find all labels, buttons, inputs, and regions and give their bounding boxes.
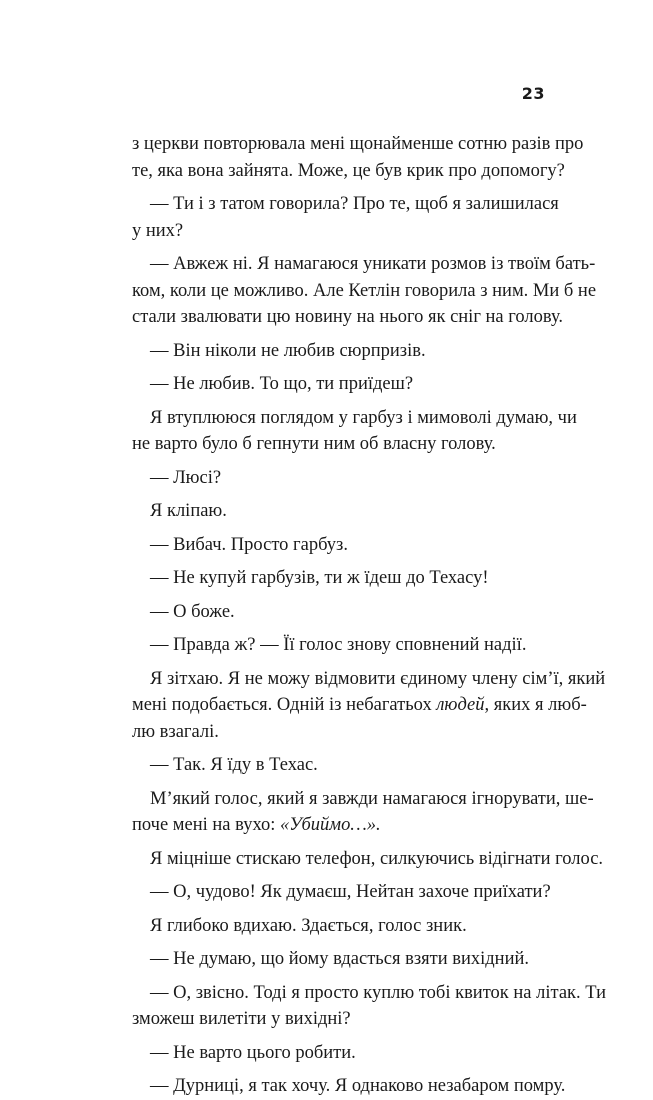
text-line: — Вибач. Просто гарбуз. [150,534,348,555]
text-line: Я міцніше стискаю телефон, силкуючись відігнати голос. [150,848,604,869]
text-line: ком, коли це можливо. Але Кетлін говорила з ним. Ми б не [132,280,597,301]
text-line: мені подобається. Одній із небагатьох людей, яких я люб- [132,695,587,715]
page-number: 23 [521,84,545,103]
text-line: з церкви повторювала мені щонайменше сотню разів про [132,134,584,154]
emphasis: «Убиймо…». [280,815,381,835]
text-line: — О, чудово! Як думаєш, Нейтан захоче приїхати? [150,882,551,902]
text-line: Я втуплююся поглядом у гарбуз і мимоволі думаю, чи [150,407,577,428]
text-line: — Дурниці, я так хочу. Я однаково незабаром помру. [150,1076,566,1096]
text-line: — Авжеж ні. Я намагаюся уникати розмов із твоїм бать- [150,254,596,274]
text-line: — Не любив. То що, ти приїдеш? [150,374,414,394]
emphasis: людей [436,695,485,715]
text-line: — Не купуй гарбузів, ти ж їдеш до Техасу! [150,568,489,588]
text-line: — Не варто цього робити. [150,1042,356,1063]
text-line: зможеш вилетіти у вихідні? [132,1009,351,1029]
text-line: стали звалювати цю новину на нього як сніг на голову. [132,307,564,327]
text-line: — О боже. [150,601,235,622]
text-line: не варто було б гепнути ним об власну голову. [132,434,496,454]
text-line: Я глибоко вдихаю. Здається, голос зник. [150,915,467,936]
text-line: те, яка вона зайнята. Може, це був крик про допомогу? [132,160,565,181]
book-text [132,131,607,1100]
text-line: Я кліпаю. [150,501,227,521]
text-line: у них? [132,220,184,241]
text-line: — Правда ж? — Її голос знову сповнений надії. [150,635,527,655]
text-line: — Не думаю, що йому вдасться взяти вихідний. [150,949,530,969]
text-line: М’який голос, який я завжди намагаюся ігнорувати, ше- [150,788,594,809]
text-line: лю взагалі. [132,721,219,742]
text-line: — Ти і з татом говорила? Про те, щоб я залишилася [150,194,559,214]
text-line: — Він ніколи не любив сюрпризів. [150,340,426,361]
text-line: — Люсі? [150,467,222,488]
text-line: — Так. Я їду в Техас. [150,755,318,775]
text-line: Я зітхаю. Я не можу відмовити єдиному члену сім’ї, який [150,668,606,689]
text-line: — О, звісно. Тоді я просто куплю тобі квиток на літак. Ти [150,982,607,1003]
text-line: поче мені на вухо: «Убиймо…». [132,815,381,835]
